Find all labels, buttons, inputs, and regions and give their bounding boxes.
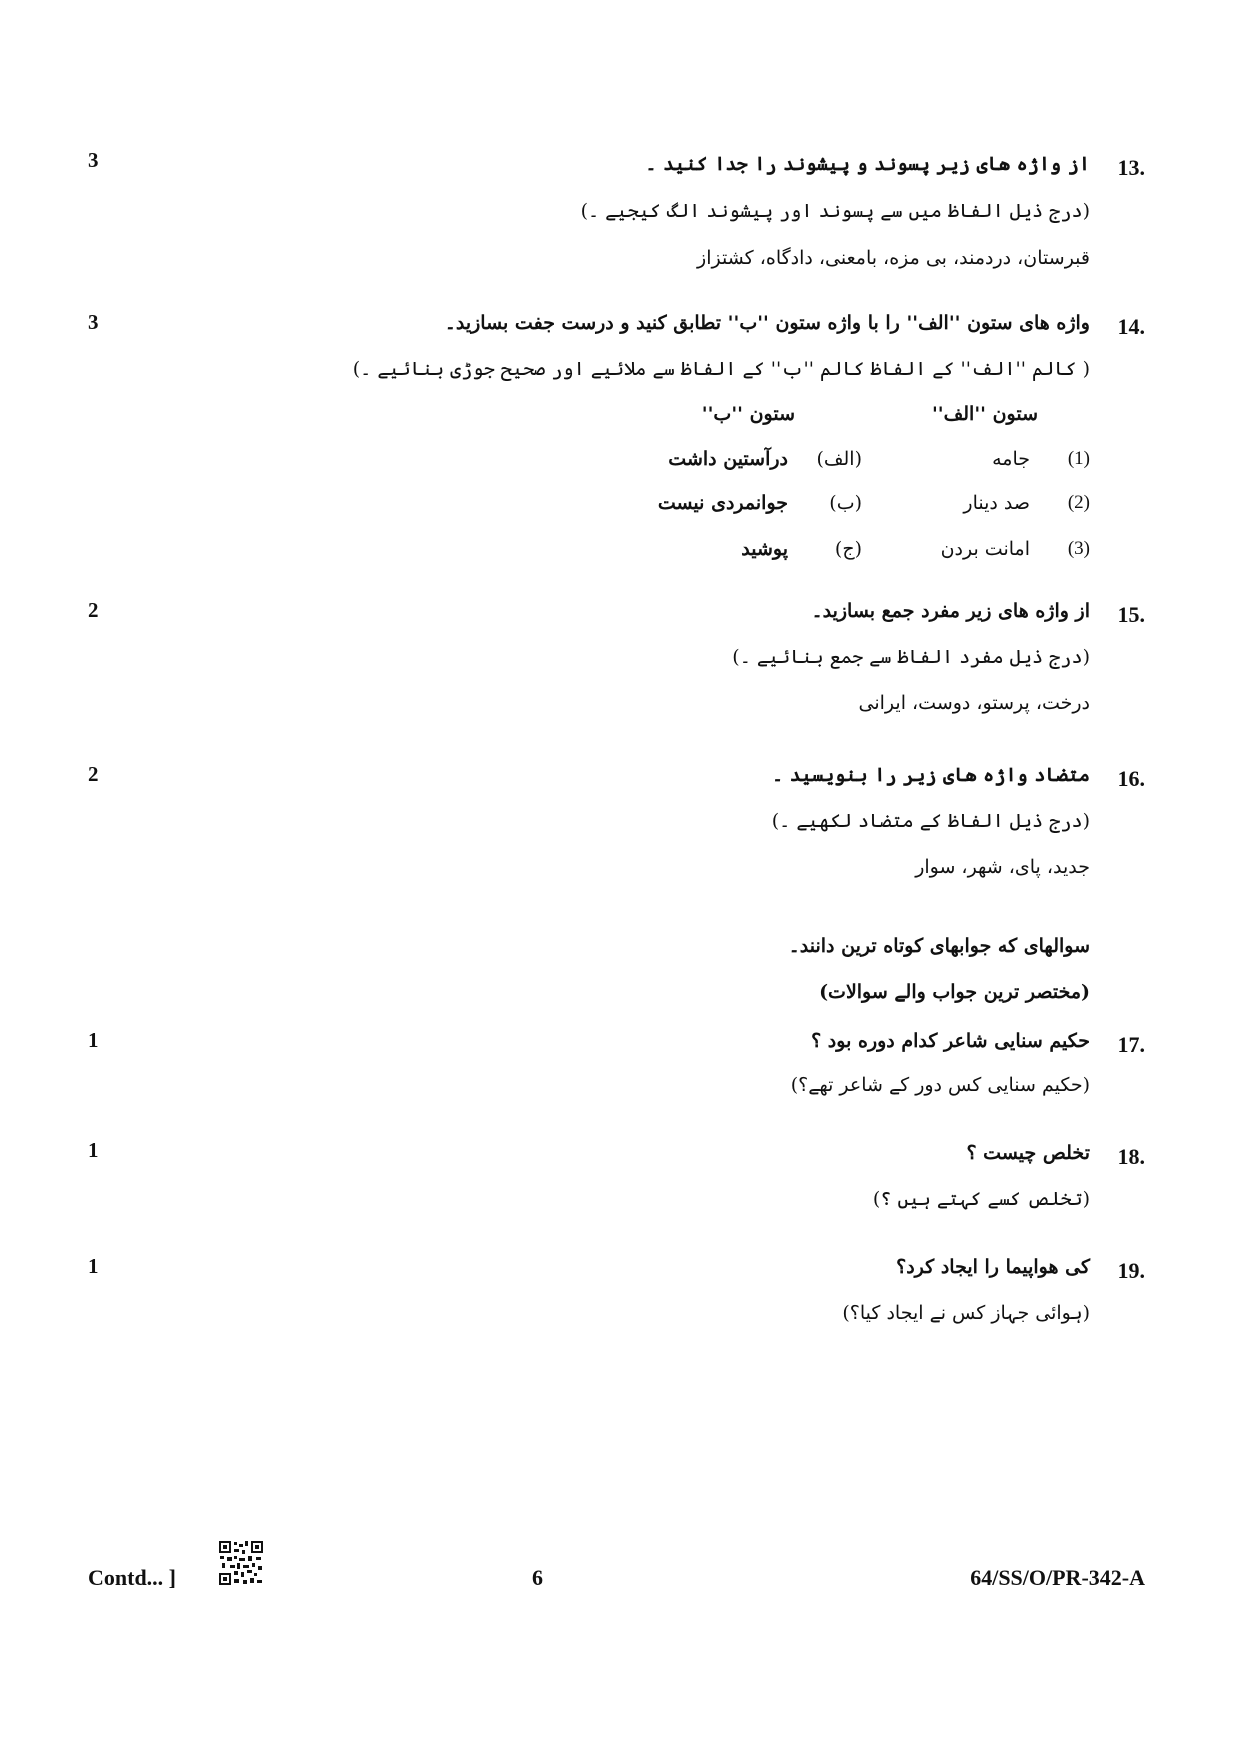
- column-a-header: ستون ''الف'': [931, 403, 1038, 425]
- question-number-19: 19.: [1117, 1258, 1145, 1283]
- question-16-prompt: متضاد واژه های زیر را بنویسید ۔: [771, 764, 1090, 786]
- question-16-urdu: (درج ذیل الفاظ کے متضاد لکھیے ۔): [771, 810, 1090, 832]
- row-1-col-b: درآستین داشت: [668, 448, 788, 470]
- question-14-urdu: ( کالم ''الف'' کے الفاظ کالم ''ب'' کے الفاظ سے ملائیے اور صحیح جوڑی بنائیے ۔): [352, 358, 1090, 380]
- question-13-prompt: از واژه های زیر پسوند و پیشوند را جدا کنید ۔: [645, 153, 1090, 175]
- row-2-number: (2): [1067, 492, 1090, 513]
- marks-q14: 3: [88, 310, 99, 334]
- row-3-number: (3): [1067, 538, 1090, 559]
- footer-contd: Contd... ]: [88, 1565, 177, 1590]
- marks-q16: 2: [88, 762, 99, 786]
- question-15-urdu: (درج ذیل مفرد الفاظ سے جمع بنائیے ۔): [732, 646, 1090, 668]
- row-2-col-b-label: (ب): [829, 492, 862, 514]
- page-number: 6: [532, 1565, 543, 1590]
- question-18-prompt: تخلص چیست ؟: [966, 1142, 1090, 1164]
- question-17-prompt: حکیم سنایی شاعر کدام دوره بود ؟: [811, 1030, 1090, 1052]
- column-b-header: ستون ''ب'': [701, 403, 795, 425]
- question-15-prompt: از واژه های زیر مفرد جمع بسازید۔: [811, 600, 1090, 622]
- question-number-16: 16.: [1117, 766, 1145, 791]
- question-number-18: 18.: [1117, 1144, 1145, 1169]
- row-3-col-b: پوشید: [741, 538, 788, 560]
- question-17-urdu: (حکیم سنایی کس دور کے شاعر تھے؟): [790, 1074, 1090, 1096]
- row-3-col-a: امانت بردن: [940, 538, 1030, 560]
- row-1-number: (1): [1067, 448, 1090, 469]
- question-18-urdu: (تخلص کسے کہتے ہیں ؟): [872, 1188, 1090, 1210]
- row-1-col-a: جامه: [992, 448, 1030, 470]
- question-number-17: 17.: [1117, 1032, 1145, 1057]
- row-2-col-a: صد دینار: [963, 492, 1030, 514]
- question-number-15: 15.: [1117, 602, 1145, 627]
- marks-q13: 3: [88, 148, 99, 172]
- marks-q18: 1: [88, 1138, 99, 1162]
- marks-q15: 2: [88, 598, 99, 622]
- section-title-urdu: (مختصر ترین جواب والے سوالات): [819, 981, 1090, 1003]
- question-19-prompt: کی هواپیما را ایجاد کرد؟: [896, 1256, 1090, 1278]
- question-13-words: قبرستان، دردمند، بی مزه، بامعنی، دادگاه، کشتزاز: [697, 247, 1090, 269]
- row-2-col-b: جوانمردی نیست: [657, 492, 788, 514]
- section-title: سوالهای که جوابهای کوتاه ترین دانند۔: [788, 935, 1090, 957]
- question-number-14: 14.: [1117, 314, 1145, 339]
- question-14-prompt: واژه های ستون ''الف'' را با واژه ستون ''ب'' تطابق کنید و درست جفت بسازید۔: [444, 312, 1090, 334]
- question-15-words: درخت، پرستو، دوست، ایرانی: [858, 692, 1090, 714]
- paper-code: 64/SS/O/PR-342-A: [970, 1565, 1145, 1590]
- question-16-words: جدید، پای، شهر، سوار: [915, 856, 1090, 878]
- question-number-13: 13.: [1117, 155, 1145, 180]
- question-13-urdu: (درج ذیل الفاظ میں سے پسوند اور پیشوند الگ کیجیے ۔): [580, 200, 1090, 222]
- qr-code-icon: [218, 1540, 264, 1586]
- marks-q17: 1: [88, 1028, 99, 1052]
- marks-q19: 1: [88, 1254, 99, 1278]
- row-3-col-b-label: (ج): [834, 538, 862, 560]
- question-19-urdu: (ہوائی جہاز کس نے ایجاد کیا؟): [842, 1302, 1090, 1324]
- row-1-col-b-label: (الف): [816, 448, 862, 470]
